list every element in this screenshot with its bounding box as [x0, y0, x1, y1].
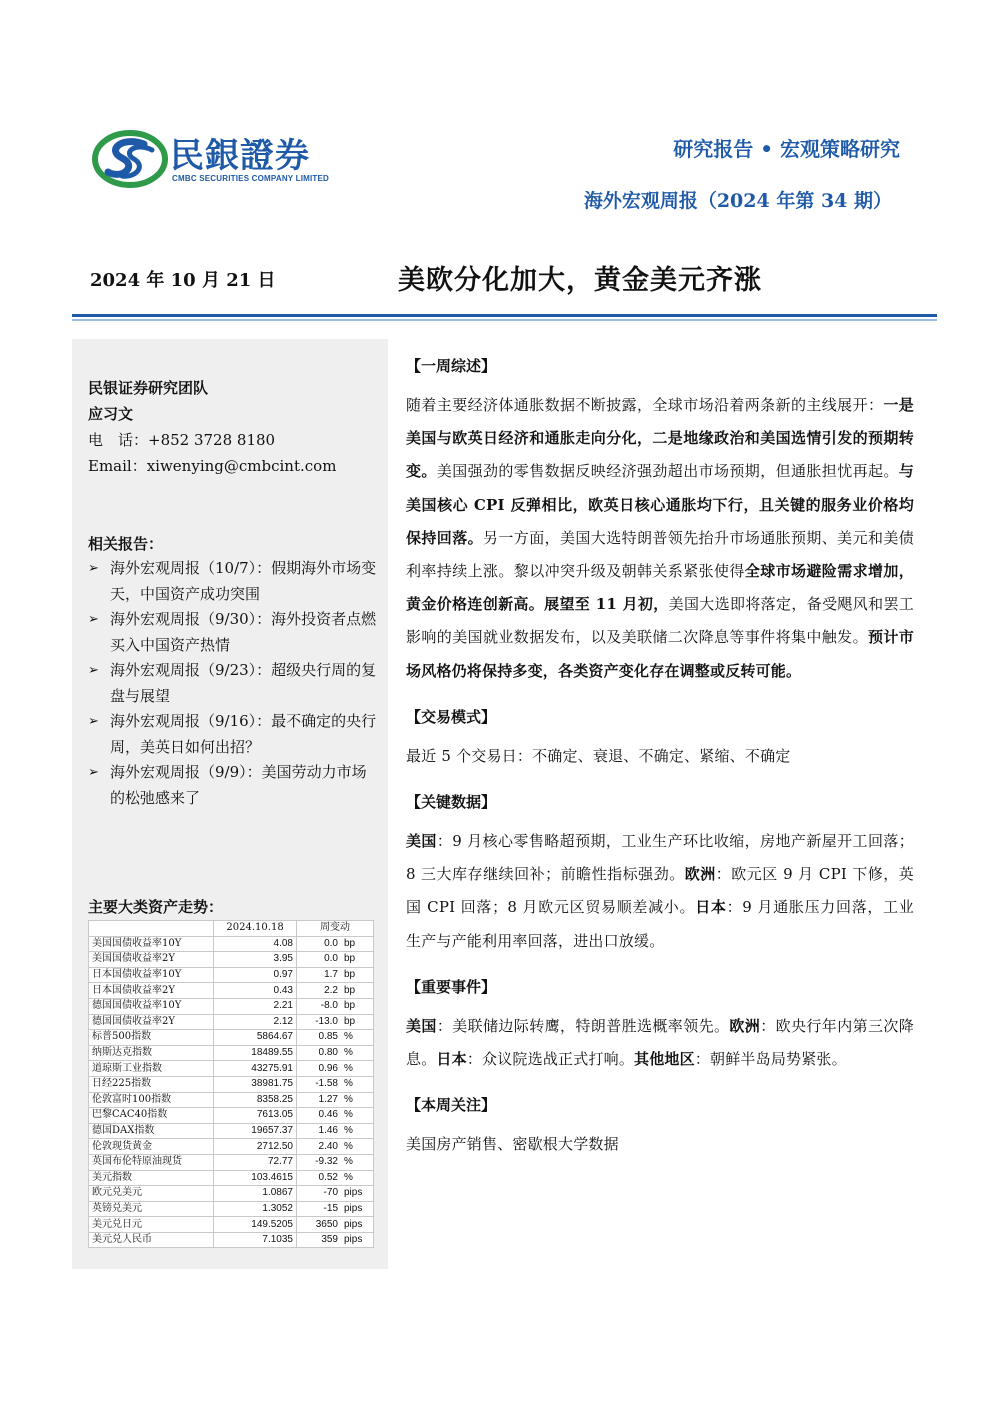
cell-change: 0.52: [297, 1170, 342, 1186]
cell-value: 5864.67: [214, 1030, 297, 1046]
cell-change: 1.27: [297, 1092, 342, 1108]
cell-change: 1.7: [297, 967, 342, 983]
cell-unit: bp: [341, 998, 374, 1014]
phone: 电 话：+852 3728 8180: [88, 431, 276, 449]
cell-name: 巴黎CAC40指数: [89, 1108, 214, 1124]
table-row: [89, 1092, 374, 1108]
cell-change: 0.0: [297, 952, 342, 968]
related-report-item[interactable]: ➢ 海外宏观周报（9/30）：海外投资者点燃买入中国资产热情: [88, 607, 378, 658]
table-row: [89, 952, 374, 968]
section-paragraph: [406, 1010, 914, 1076]
bold-text-run: 一是美国与欧英日经济和通胀走向分化，二是地缘政治和美国选情引发的预期转变。: [406, 396, 914, 481]
text-run: ：9 月通胀压力回落，工业生产与产能利用率回落，进出口放缓。: [406, 898, 914, 950]
cell-unit: pips: [341, 1186, 374, 1202]
related-report-item[interactable]: ➢ 海外宏观周报（9/16）：最不确定的央行周，美英日如何出招？: [88, 709, 378, 760]
text-run: 美国强劲的零售数据反映经济强劲超出市场预期，但通胀担忧再起。: [436, 462, 899, 481]
cell-unit: %: [341, 1170, 374, 1186]
cell-name: 德国国债收益率2Y: [89, 1014, 214, 1030]
text-run: ：美联储边际转鹰，特朗普胜选概率领先。: [436, 1016, 730, 1035]
cell-value: 4.08: [214, 936, 297, 952]
cell-name: 美元兑日元: [89, 1217, 214, 1233]
cell-unit: pips: [341, 1217, 374, 1233]
bold-text-run: 其他地区: [634, 1050, 695, 1069]
section-heading: 【交易模式】: [406, 707, 497, 726]
text-run: 美国大选即将落定，备受飓风和罢工影响的美国就业数据发布，以及美联储二次降息等事件将集中触发。: [406, 595, 915, 647]
cell-name: 纳斯达克指数: [89, 1045, 214, 1061]
assets-table: [88, 920, 374, 1248]
cell-unit: pips: [341, 1232, 374, 1248]
section-paragraph: [406, 389, 914, 688]
table-row: [89, 1076, 374, 1092]
bold-text-run: 与美国核心 CPI 反弹相比，欧英日核心通胀均下行，且关键的服务业价格均保持回落。: [406, 462, 914, 547]
cell-name: 欧元兑美元: [89, 1186, 214, 1202]
cell-unit: %: [341, 1108, 374, 1124]
cell-value: 149.5205: [214, 1217, 297, 1233]
cell-value: 0.97: [214, 967, 297, 983]
table-row: [89, 1217, 374, 1233]
cell-change: -9.32: [297, 1154, 342, 1170]
text-run: 另一方面，美国大选特朗普领先抬升市场通胀预期、美元和美债利率持续上涨。黎以冲突升级及朝韩关系紧张使得: [406, 528, 914, 581]
cell-unit: bp: [341, 967, 374, 983]
header-change: 周变动: [297, 921, 374, 937]
cell-name: 道琼斯工业指数: [89, 1061, 214, 1077]
bold-text-run: 欧洲: [684, 865, 716, 884]
analyst-name: 应习文: [88, 405, 134, 423]
table-row: [89, 998, 374, 1014]
cell-value: 72.77: [214, 1154, 297, 1170]
bold-text-run: 日本: [436, 1050, 467, 1069]
cell-unit: %: [341, 1123, 374, 1139]
cell-change: 0.0: [297, 936, 342, 952]
table-row: [89, 1045, 374, 1061]
cell-unit: %: [341, 1076, 374, 1092]
text-run: 最近 5 个交易日：不确定、衰退、不确定、紧缩、不确定: [406, 746, 791, 765]
section-heading: 【一周综述】: [406, 357, 497, 375]
cell-name: 美元兑人民币: [89, 1232, 214, 1248]
cell-change: 0.80: [297, 1045, 342, 1061]
header-divider-light: [72, 319, 937, 321]
cell-name: 日本国债收益率2Y: [89, 983, 214, 999]
table-row: [89, 1123, 374, 1139]
cell-unit: %: [341, 1092, 374, 1108]
bold-text-run: 全球市场避险需求增加，黄金价格连创新高。展望至 11 月初，: [406, 562, 914, 614]
table-row: [89, 1186, 374, 1202]
cell-unit: pips: [341, 1201, 374, 1217]
logo-chinese-name: 民銀證券: [170, 136, 310, 176]
table-row: [89, 967, 374, 983]
cell-change: -8.0: [297, 998, 342, 1014]
logo-mark-icon: [92, 128, 168, 190]
team-name: 民银证券研究团队: [88, 379, 209, 397]
cell-value: 43275.91: [214, 1061, 297, 1077]
text-run: 美国房产销售、密歇根大学数据: [406, 1135, 619, 1154]
cell-value: 1.3052: [214, 1201, 297, 1217]
section-heading: 【本周关注】: [406, 1096, 497, 1115]
logo-english-name: CMBC SECURITIES COMPANY LIMITED: [172, 174, 330, 183]
bold-text-run: 美国: [406, 832, 437, 851]
table-row: [89, 983, 374, 999]
cell-name: 日经225指数: [89, 1076, 214, 1092]
cell-name: 英国布伦特原油现货: [89, 1154, 214, 1170]
table-row: [89, 936, 374, 952]
report-type: 研究报告 • 宏观策略研究: [673, 137, 900, 161]
cell-name: 英镑兑美元: [89, 1201, 214, 1217]
cell-change: 1.46: [297, 1123, 342, 1139]
table-row: [89, 1030, 374, 1046]
section-paragraph: [406, 825, 914, 958]
cell-change: 2.40: [297, 1139, 342, 1155]
cell-value: 0.43: [214, 983, 297, 999]
cell-name: 德国DAX指数: [89, 1123, 214, 1139]
table-row: [89, 1154, 374, 1170]
cell-name: 标普500指数: [89, 1030, 214, 1046]
table-row: [89, 1061, 374, 1077]
cell-value: 2712.50: [214, 1139, 297, 1155]
table-header-row: [89, 921, 374, 937]
cell-unit: %: [341, 1154, 374, 1170]
related-reports-heading: 相关报告：: [88, 535, 164, 553]
section-paragraph: [406, 1128, 914, 1161]
cell-unit: bp: [341, 936, 374, 952]
text-run: ：欧元区 9 月 CPI 下修，英国 CPI 回落；8 月欧元区贸易顺差减小。: [406, 865, 914, 917]
cell-value: 2.21: [214, 998, 297, 1014]
bold-text-run: 预计市场风格仍将保持多变，各类资产变化存在调整或反转可能。: [406, 628, 914, 680]
text-run: 随着主要经济体通胀数据不断披露，全球市场沿着两条新的主线展开：: [406, 396, 884, 414]
cell-name: 美元指数: [89, 1170, 214, 1186]
table-row: [89, 1201, 374, 1217]
section-heading: 【关键数据】: [406, 793, 497, 812]
section-paragraph: [406, 740, 914, 773]
related-report-item[interactable]: ➢ 海外宏观周报（10/7）：假期海外市场变天，中国资产成功突围: [88, 556, 378, 607]
text-run: ：9 月核心零售略超预期，工业生产环比收缩，房地产新屋开工回落；8 三大库存继续回补；前瞻性指标强劲。: [406, 832, 915, 884]
cell-value: 7613.05: [214, 1108, 297, 1124]
table-row: [89, 1170, 374, 1186]
cell-change: 0.46: [297, 1108, 342, 1124]
bold-text-run: 欧洲: [729, 1016, 761, 1035]
main-content: [406, 355, 914, 1161]
text-run: ：朝鲜半岛局势紧张。: [694, 1050, 847, 1069]
email[interactable]: Email：xiwenying@cmbcint.com: [88, 457, 337, 475]
assets-heading: 主要大类资产走势：: [88, 898, 224, 916]
header-name: [89, 921, 214, 937]
cell-value: 38981.75: [214, 1076, 297, 1092]
cell-name: 美国国债收益率10Y: [89, 936, 214, 952]
cell-change: -1.58: [297, 1076, 342, 1092]
cell-value: 1.0867: [214, 1186, 297, 1202]
related-reports-list: [88, 556, 378, 811]
cell-value: 18489.55: [214, 1045, 297, 1061]
cell-unit: bp: [341, 983, 374, 999]
assets-table-body: [89, 936, 374, 1248]
report-title: 美欧分化加大，黄金美元齐涨: [398, 265, 762, 296]
header-divider: [72, 314, 937, 317]
cell-change: 359: [297, 1232, 342, 1248]
cell-unit: %: [341, 1139, 374, 1155]
cell-value: 7.1035: [214, 1232, 297, 1248]
related-report-item[interactable]: ➢ 海外宏观周报（9/9）：美国劳动力市场的松弛感来了: [88, 760, 378, 811]
cell-name: 伦敦富时100指数: [89, 1092, 214, 1108]
cell-change: -70: [297, 1186, 342, 1202]
cell-value: 103.4615: [214, 1170, 297, 1186]
cell-name: 德国国债收益率10Y: [89, 998, 214, 1014]
bold-text-run: 美国: [406, 1016, 437, 1035]
table-row: [89, 1232, 374, 1248]
cell-value: 19657.37: [214, 1123, 297, 1139]
cell-name: 日本国债收益率10Y: [89, 967, 214, 983]
cell-value: 8358.25: [214, 1092, 297, 1108]
cell-unit: %: [341, 1061, 374, 1077]
section-heading: 【重要事件】: [406, 977, 497, 996]
cell-change: -15: [297, 1201, 342, 1217]
cell-unit: %: [341, 1030, 374, 1046]
report-series: 海外宏观周报（2024 年第 34 期）: [583, 190, 892, 212]
cell-unit: %: [341, 1045, 374, 1061]
cell-change: 0.85: [297, 1030, 342, 1046]
related-report-item[interactable]: ➢ 海外宏观周报（9/23）：超级央行周的复盘与展望: [88, 658, 378, 709]
bold-text-run: 日本: [695, 898, 727, 917]
cell-change: -13.0: [297, 1014, 342, 1030]
cell-change: 0.96: [297, 1061, 342, 1077]
report-date: 2024 年 10 月 21 日: [90, 270, 276, 291]
cell-value: 3.95: [214, 952, 297, 968]
table-row: [89, 1014, 374, 1030]
table-row: [89, 1108, 374, 1124]
research-team: [88, 375, 208, 427]
table-row: [89, 1139, 374, 1155]
cell-name: 伦敦现货黄金: [89, 1139, 214, 1155]
text-run: ：欧央行年内第三次降息。: [406, 1016, 914, 1069]
cell-change: 2.2: [297, 983, 342, 999]
cell-unit: bp: [341, 1014, 374, 1030]
cell-name: 美国国债收益率2Y: [89, 952, 214, 968]
company-logo: [92, 128, 352, 190]
header-date: 2024.10.18: [214, 921, 297, 937]
contact-info: [88, 427, 336, 479]
text-run: ：众议院选战正式打响。: [466, 1050, 635, 1069]
cell-value: 2.12: [214, 1014, 297, 1030]
cell-unit: bp: [341, 952, 374, 968]
cell-change: 3650: [297, 1217, 342, 1233]
